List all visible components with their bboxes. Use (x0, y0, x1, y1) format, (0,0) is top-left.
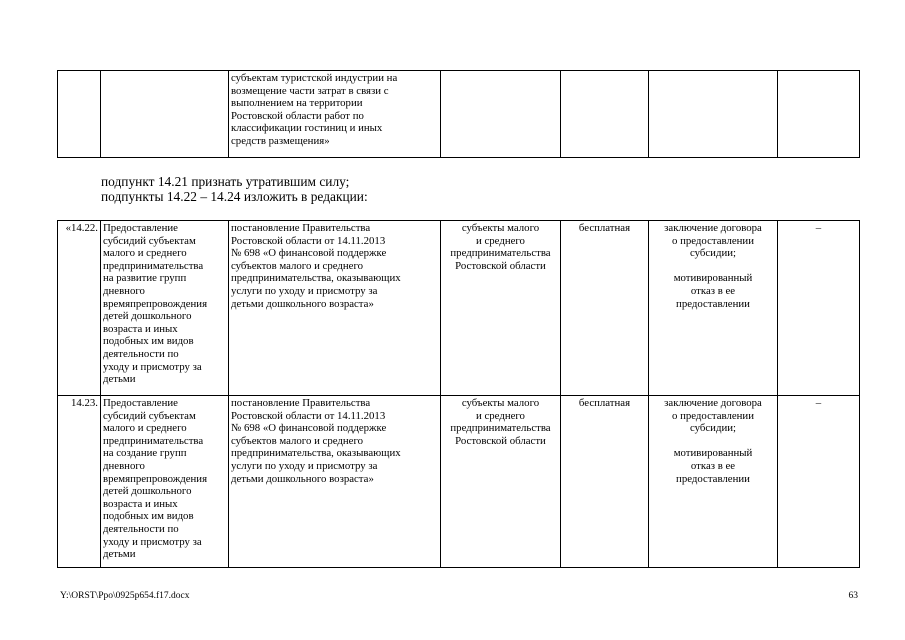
cell-last: – (778, 221, 860, 396)
text-line: отказ в ее (690, 459, 736, 472)
text-line: предпринимательства, оказывающих (231, 447, 401, 460)
text-line: предпринимательства (450, 422, 551, 435)
paragraph-gap (651, 260, 775, 273)
text-line: субъектов малого и среднего (231, 259, 364, 272)
text-line: детей дошкольного (103, 310, 192, 323)
cell-result (649, 71, 778, 158)
text-line: малого и среднего (103, 422, 187, 435)
text-line: № 698 «О финансовой поддержке (231, 422, 387, 435)
text-line: подобных им видов (103, 510, 194, 523)
text-line: отказ в ее (690, 284, 736, 297)
text-line: заключение договора (664, 222, 762, 234)
cell-legal-basis (229, 396, 441, 568)
text-line: предпринимательства (103, 434, 204, 447)
text-line: субъектов малого и среднего (231, 434, 364, 447)
text-line: времяпрепровождения (103, 472, 208, 485)
cell-service-name (101, 221, 229, 396)
text-line: детей дошкольного (103, 485, 192, 498)
cell-cost: бесплатная (561, 221, 649, 396)
text-line: предпринимательства (103, 259, 204, 272)
cell-legal-basis (229, 221, 441, 396)
amendment-note: подпункт 14.21 признать утратившим силу; (101, 174, 350, 189)
text-line: деятельности по (103, 522, 179, 535)
text-line: средств размещения» (231, 134, 330, 147)
amendment-note: подпункты 14.22 – 14.24 изложить в редакции: (101, 189, 368, 204)
file-path: Y:\ORST\Ppo\0925p654.f17.docx (60, 591, 190, 601)
cell-cost (561, 71, 649, 158)
text-line: подобных им видов (103, 335, 194, 348)
text-line: предпринимательства (450, 247, 551, 260)
cell-recipients (441, 71, 561, 158)
text-line: дневного (103, 284, 145, 297)
table-row (58, 221, 860, 396)
text-line: о предоставлении (672, 409, 754, 422)
text-line: постановление Правительства (231, 397, 371, 409)
text-line: Ростовской области (455, 434, 546, 447)
continuation-table (57, 70, 860, 158)
text-line: заключение договора (664, 397, 762, 409)
cell-cost: бесплатная (561, 396, 649, 568)
text-line: детьми дошкольного возраста» (231, 297, 374, 310)
cell-number (58, 71, 101, 158)
text-line: на создание групп (103, 447, 187, 460)
text-line: возраста и иных (103, 497, 178, 510)
text-line: деятельности по (103, 347, 179, 360)
cell-number: 14.23. (58, 396, 101, 568)
page-number: 63 (848, 591, 858, 601)
text-line: мотивированный (673, 272, 753, 285)
table-row (58, 396, 860, 568)
text-line: услуги по уходу и присмотру за (231, 459, 378, 472)
text-line: классификации гостиниц и иных (231, 122, 383, 135)
text-line: и среднего (476, 234, 525, 247)
text-line: о предоставлении (672, 234, 754, 247)
text-line: Предоставление (103, 397, 178, 409)
services-table (57, 220, 860, 568)
text-line: малого и среднего (103, 247, 187, 260)
cell-result (649, 221, 778, 396)
text-line: предоставлении (676, 472, 750, 485)
text-line: Ростовской области от 14.11.2013 (231, 409, 386, 422)
cell-result (649, 396, 778, 568)
text-line: уходу и присмотру за (103, 360, 202, 373)
paragraph-gap (651, 435, 775, 448)
text-line: субсидии; (689, 422, 737, 435)
cell-recipients (441, 221, 561, 396)
text-line: Ростовской области работ по (231, 109, 364, 122)
text-line: субсидий субъектам (103, 234, 196, 247)
cell-service-name (101, 71, 229, 158)
cell-recipients (441, 396, 561, 568)
text-line: предоставлении (676, 297, 750, 310)
text-line: детьми (103, 548, 136, 561)
cell-last (778, 71, 860, 158)
text-line: мотивированный (673, 447, 753, 460)
text-line: субсидии; (689, 247, 737, 260)
cell-service-name (101, 396, 229, 568)
text-line: субсидий субъектам (103, 409, 196, 422)
text-line: выполнением на территории (231, 97, 363, 110)
text-line: № 698 «О финансовой поддержке (231, 247, 387, 260)
text-line: Ростовской области (455, 259, 546, 272)
text-line: уходу и присмотру за (103, 535, 202, 548)
text-line: и среднего (476, 409, 525, 422)
text-line: Ростовской области от 14.11.2013 (231, 234, 386, 247)
text-line: субъекты малого (461, 397, 540, 409)
text-line: постановление Правительства (231, 222, 371, 234)
text-line: на развитие групп (103, 272, 187, 285)
text-line: субъекты малого (461, 222, 540, 234)
text-line: дневного (103, 459, 145, 472)
cell-service-text (229, 71, 441, 158)
text-line: Предоставление (103, 222, 178, 234)
text-line: услуги по уходу и присмотру за (231, 284, 378, 297)
text-line: возраста и иных (103, 322, 178, 335)
text-line: детьми (103, 373, 136, 386)
table-row (58, 71, 860, 158)
text-line: предпринимательства, оказывающих (231, 272, 401, 285)
text-line: субъектам туристской индустрии на (231, 72, 398, 84)
cell-last: – (778, 396, 860, 568)
text-line: времяпрепровождения (103, 297, 208, 310)
cell-number: «14.22. (58, 221, 101, 396)
text-line: детьми дошкольного возраста» (231, 472, 374, 485)
text-line: возмещение части затрат в связи с (231, 84, 389, 97)
